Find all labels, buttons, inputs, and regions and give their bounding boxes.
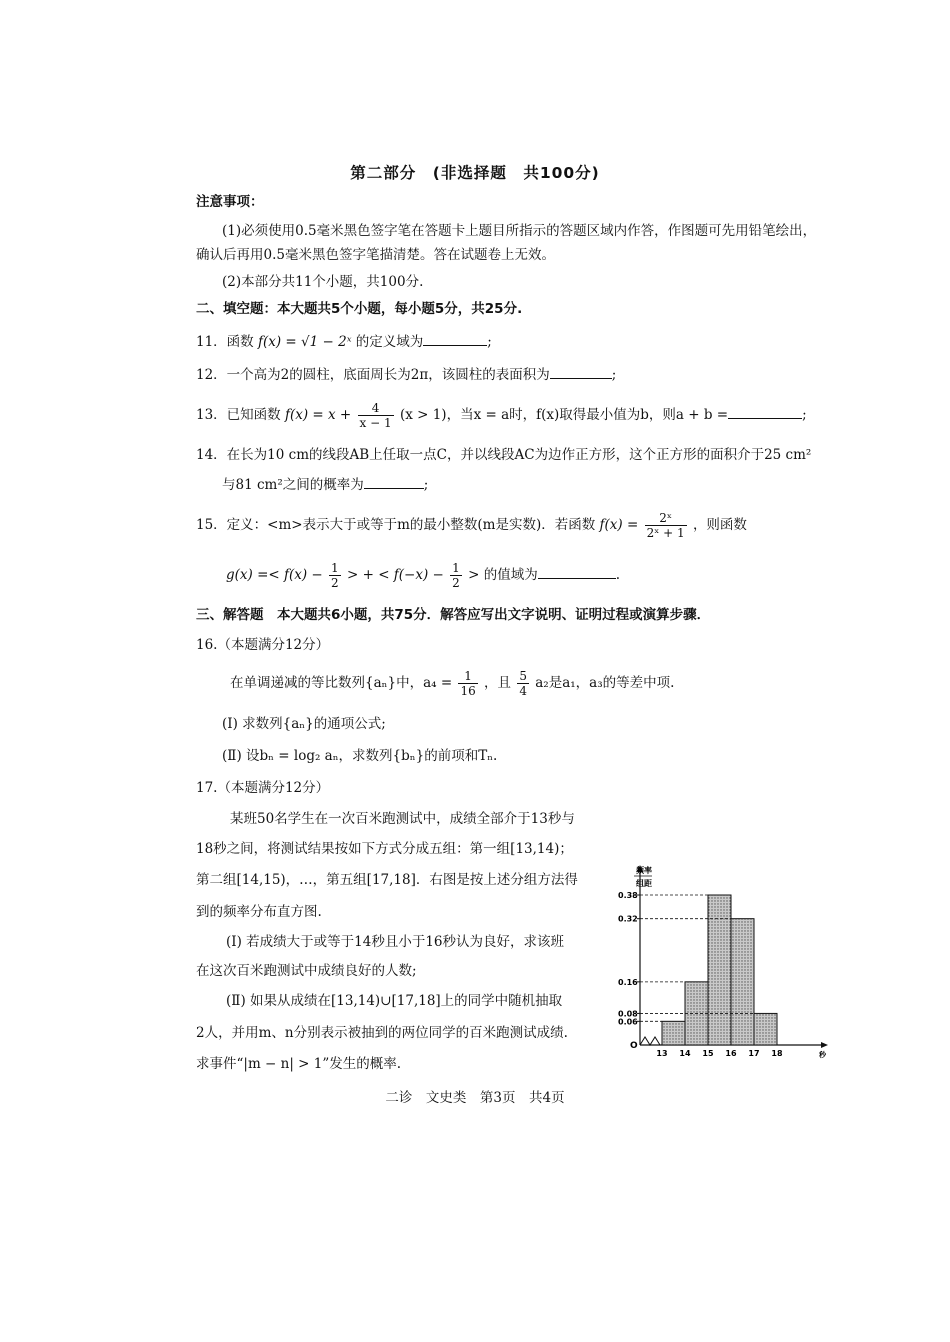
q16-fraction-2: [517, 669, 529, 698]
answer-blank: [423, 333, 487, 346]
question-14-line1: 14．在长为10 cm的线段AB上任取一点C，并以线段AC为边作正方形，这个正方形的面积介于25 cm²: [196, 447, 812, 463]
x-axis-label: 秒: [819, 1051, 826, 1059]
q14-line2-text: 与81 cm²之间的概率为: [222, 477, 364, 493]
q16-num: 1: [458, 669, 477, 684]
section-3-heading: 三、解答题 本大题共6小题，共75分．解答应写出文字说明、证明过程或演算步骤．: [196, 607, 711, 623]
question-14-line2: 与81 cm²之间的概率为 ;: [222, 477, 429, 493]
q15-tail: ，则函数: [692, 517, 747, 533]
question-13: 13．已知函数 f(x) = x + $\frac{4}{x - 1}$ (x > 1)，当x = a时，f(x)取得最小值为b，则a + b = ;: [196, 401, 807, 430]
y-label-top: 频率: [636, 866, 652, 875]
q15-line1: 15．定义：<m>表示大于或等于m的最小整数(m是实数)．若函数: [196, 517, 596, 533]
q13-cond: (x > 1): [399, 407, 447, 423]
x-tick-label: 15: [702, 1049, 714, 1058]
q15-g3: > 的值域为: [468, 567, 538, 583]
y-tick-label: 0.06: [618, 1017, 638, 1027]
q15-half-den: 2: [331, 576, 339, 590]
x-tick-label: 14: [679, 1049, 691, 1058]
frequency-histogram: [600, 855, 840, 1070]
q15-half-2: [450, 561, 462, 590]
q15-g2: > + < f(−x) −: [346, 567, 444, 583]
q16-post: a₂是a₁，a₃的等差中项.: [535, 675, 675, 691]
note-1a: (1)必须使用0.5毫米黑色签字笔在答题卡上题目所指示的答题区域内作答，作图题可先用铅笔绘出，: [222, 223, 817, 239]
q13-fraction: [358, 401, 394, 430]
y-tick-label: 0.16: [618, 977, 638, 987]
question-11: 11．函数 f(x) = √1 − 2ˣ 的定义域为 ;: [196, 334, 492, 350]
q17-line-2: 18秒之间，将测试结果按如下方式分成五组：第一组[13,14)；: [196, 841, 573, 857]
q17-line-5: (Ⅰ) 若成绩大于或等于14秒且小于16秒认为良好，求该班: [226, 934, 565, 950]
q16-statement: [230, 668, 674, 698]
q15-fraction: [645, 511, 687, 540]
q15-g1: g(x) =< f(x) −: [226, 567, 323, 583]
q12-text: 12．一个高为2的圆柱，底面周长为2π，该圆柱的表面积为: [196, 367, 550, 383]
answer-blank: [538, 566, 616, 579]
question-15-line1: [196, 510, 747, 540]
note-2: (2)本部分共11个小题，共100分.: [222, 274, 424, 290]
q13-pre: 13．已知函数: [196, 407, 281, 423]
q11-post: 的定义域为: [355, 334, 424, 350]
q17-heading: 17.（本题满分12分）: [196, 780, 330, 796]
q16-heading: 16.（本题满分12分）: [196, 637, 330, 653]
question-12: 12．一个高为2的圆柱，底面周长为2π，该圆柱的表面积为 ;: [196, 367, 617, 383]
histogram-bar: [662, 1021, 685, 1045]
q16-num2: 5: [519, 669, 527, 683]
q17-line-9: 求事件“|m − n| > 1”发生的概率.: [196, 1056, 402, 1072]
y-tick-label: 0.08: [618, 1009, 638, 1019]
x-axis-arrow: [821, 1042, 828, 1048]
notes-heading: 注意事项：: [196, 194, 264, 210]
section-2-heading: 二、填空题：本大题共5个小题，每小题5分，共25分.: [196, 301, 523, 317]
q17-line-7: (Ⅱ) 如果从成绩在[13,14)∪[17,18]上的同学中随机抽取: [226, 993, 563, 1009]
q15-num: 2ˣ: [645, 511, 687, 526]
q16-fraction-1: [458, 669, 477, 698]
q13-num: 4: [358, 401, 394, 416]
x-tick-label: 16: [725, 1049, 737, 1058]
histogram-bar: [731, 919, 754, 1045]
note-1b: 确认后再用0.5毫米黑色签字笔描清楚。答在试题卷上无效。: [196, 247, 555, 263]
histogram-bar: [708, 895, 731, 1045]
q13-den: x − 1: [359, 416, 392, 430]
q16-mid: ，且: [484, 675, 512, 691]
y-label-bottom: 组距: [636, 879, 652, 888]
q16-part-1: (Ⅰ) 求数列{aₙ}的通项公式;: [222, 716, 386, 732]
y-tick-label: 0.32: [618, 914, 638, 924]
q13-post: ，当x = a时，f(x)取得最小值为b，则a + b =: [446, 407, 729, 423]
histogram-bar: [754, 1013, 777, 1045]
q16-part-2: (Ⅱ) 设bₙ = log₂ aₙ，求数列{bₙ}的前项和Tₙ.: [222, 748, 498, 764]
q15-den: 2ˣ + 1: [646, 526, 685, 540]
answer-blank: [550, 366, 612, 379]
x-tick-label: 13: [656, 1049, 668, 1058]
q15-half-num: 1: [331, 561, 339, 575]
x-tick-label: 18: [771, 1049, 783, 1058]
q16-den: 16: [460, 684, 476, 698]
origin-label: O: [630, 1041, 638, 1051]
q17-line-8: 2人，并用m、n分别表示被抽到的两位同学的百米跑测试成绩.: [196, 1025, 568, 1041]
y-tick-label: 0.38: [618, 891, 638, 900]
axis-break-mark: [640, 1037, 660, 1045]
q16-den2: 4: [519, 684, 527, 698]
q11-pre: 11．函数: [196, 334, 254, 350]
q16-pre: 在单调递减的等比数列{aₙ}中，a₄ =: [230, 675, 453, 691]
q13-f: f(x) = x +: [284, 407, 352, 423]
page-footer: 二诊 文史类 第3页 共4页: [385, 1090, 565, 1106]
answer-blank: [728, 406, 802, 419]
page-title: 第二部分 (非选择题 共100分): [350, 164, 600, 182]
q17-line-6: 在这次百米跑测试中成绩良好的人数;: [196, 963, 417, 979]
q17-line-4: 到的频率分布直方图.: [196, 904, 322, 920]
answer-blank: [364, 476, 424, 489]
q15-f: f(x) =: [599, 517, 639, 533]
q11-func: f(x) = √1 − 2ˣ: [257, 334, 352, 350]
q15-half-den-2: 2: [452, 576, 460, 590]
q15-half-1: [329, 561, 341, 590]
q17-line-1: 某班50名学生在一次百米跑测试中，成绩全部介于13秒与: [230, 811, 575, 827]
q15-half-num-2: 1: [452, 561, 460, 575]
q17-line-3: 第二组[14,15)，…，第五组[17,18]．右图是按上述分组方法得: [196, 872, 578, 888]
question-15-line2: g(x) =< f(x) − $\frac{1}{2}$ > + < f(−x) − $\frac{1}{2}$ > 的值域为 .: [226, 561, 620, 590]
x-tick-label: 17: [748, 1049, 760, 1058]
